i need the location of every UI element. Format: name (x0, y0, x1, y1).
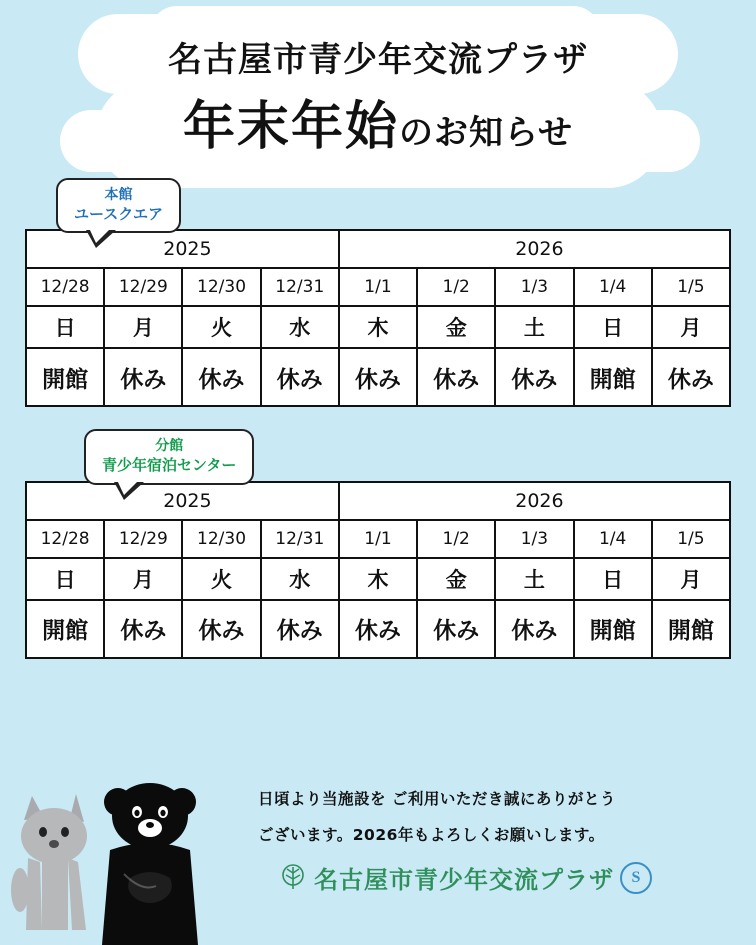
status-cell: 休み (417, 600, 495, 658)
weekday-cell: 木 (339, 306, 417, 348)
year-cell-right: 2026 (339, 230, 730, 268)
year-cell-right: 2026 (339, 482, 730, 520)
date-cell: 12/28 (26, 268, 104, 306)
status-cell: 休み (495, 348, 573, 406)
page-title-main (0, 96, 756, 170)
date-cell: 12/29 (104, 520, 182, 558)
section-label-annex-building (84, 429, 254, 484)
date-cell: 12/30 (182, 268, 260, 306)
status-cell: 開館 (652, 600, 730, 658)
section-label-line2: 青少年宿泊センター (102, 455, 237, 474)
footer-message-line2: ございます。2026年もよろしくお願いします。 (258, 826, 605, 844)
weekday-cell: 月 (652, 306, 730, 348)
weekday-cell: 火 (182, 306, 260, 348)
date-cell: 1/2 (417, 520, 495, 558)
black-bear-mascot-icon (102, 783, 198, 945)
table-row-status (26, 348, 730, 406)
weekday-cell: 金 (417, 306, 495, 348)
table-row-dates (26, 520, 730, 558)
weekday-cell: 金 (417, 558, 495, 600)
footer-logo-text: 名古屋市青少年交流プラザ (314, 866, 614, 894)
calendar-wrap-annex-building (0, 481, 756, 659)
date-cell: 12/29 (104, 268, 182, 306)
date-cell: 1/5 (652, 268, 730, 306)
weekday-cell: 土 (495, 306, 573, 348)
date-cell: 1/1 (339, 268, 417, 306)
weekday-cell: 月 (104, 306, 182, 348)
table-row-year (26, 230, 730, 268)
tree-logo-icon (278, 863, 308, 893)
table-row-status (26, 600, 730, 658)
weekday-cell: 日 (574, 558, 652, 600)
date-cell: 12/28 (26, 520, 104, 558)
page-title-facility: 名古屋市青少年交流プラザ (168, 40, 588, 80)
weekday-cell: 日 (26, 558, 104, 600)
speech-tail-icon (114, 482, 144, 500)
date-cell: 1/3 (495, 520, 573, 558)
status-cell: 休み (104, 348, 182, 406)
date-cell: 1/1 (339, 520, 417, 558)
calendar-table-main-building (25, 229, 731, 407)
mascot-illustration (6, 770, 256, 945)
date-cell: 1/5 (652, 520, 730, 558)
grey-mascot-icon (11, 794, 87, 930)
page-header (0, 0, 756, 178)
status-cell: 開館 (26, 348, 104, 406)
footer-logo (278, 860, 652, 895)
speech-tail-icon (86, 230, 116, 248)
table-row-weekdays (26, 306, 730, 348)
calendar-wrap-main-building (0, 229, 756, 407)
weekday-cell: 日 (574, 306, 652, 348)
table-row-weekdays (26, 558, 730, 600)
page-title-suffix: のお知らせ (399, 113, 573, 153)
weekday-cell: 水 (261, 306, 339, 348)
date-cell: 12/31 (261, 268, 339, 306)
section-main-building (0, 178, 756, 407)
status-cell: 休み (417, 348, 495, 406)
section-annex-building (0, 429, 756, 658)
weekday-cell: 木 (339, 558, 417, 600)
status-cell: 開館 (26, 600, 104, 658)
date-cell: 1/2 (417, 268, 495, 306)
status-cell: 休み (339, 600, 417, 658)
calendar-table-annex-building (25, 481, 731, 659)
status-cell: 休み (652, 348, 730, 406)
footer-message-line1: 日頃より当施設を ご利用いただき誠にありがとう (258, 790, 616, 808)
status-cell: 休み (261, 600, 339, 658)
weekday-cell: 水 (261, 558, 339, 600)
table-row-dates (26, 268, 730, 306)
section-label-line1: 分館 (155, 438, 184, 455)
section-label-line2: ユースクエア (74, 204, 163, 223)
status-cell: 休み (495, 600, 573, 658)
status-cell: 休み (104, 600, 182, 658)
date-cell: 1/3 (495, 268, 573, 306)
footer-message (258, 787, 728, 859)
status-cell: 開館 (574, 348, 652, 406)
page-footer (0, 765, 756, 945)
year-cell-left: 2025 (26, 482, 339, 520)
year-cell-left: 2025 (26, 230, 339, 268)
date-cell: 1/4 (574, 268, 652, 306)
weekday-cell: 日 (26, 306, 104, 348)
date-cell: 1/4 (574, 520, 652, 558)
status-cell: 休み (182, 348, 260, 406)
status-cell: 開館 (574, 600, 652, 658)
page-title-emphasis: 年末年始 (183, 97, 400, 157)
weekday-cell: 火 (182, 558, 260, 600)
status-cell: 休み (261, 348, 339, 406)
s-badge-icon: S (620, 862, 652, 894)
section-label-line1: 本館 (104, 187, 133, 203)
status-cell: 休み (182, 600, 260, 658)
date-cell: 12/31 (261, 520, 339, 558)
date-cell: 12/30 (182, 520, 260, 558)
section-label-main-building (56, 178, 181, 233)
weekday-cell: 月 (104, 558, 182, 600)
status-cell: 休み (339, 348, 417, 406)
weekday-cell: 土 (495, 558, 573, 600)
weekday-cell: 月 (652, 558, 730, 600)
